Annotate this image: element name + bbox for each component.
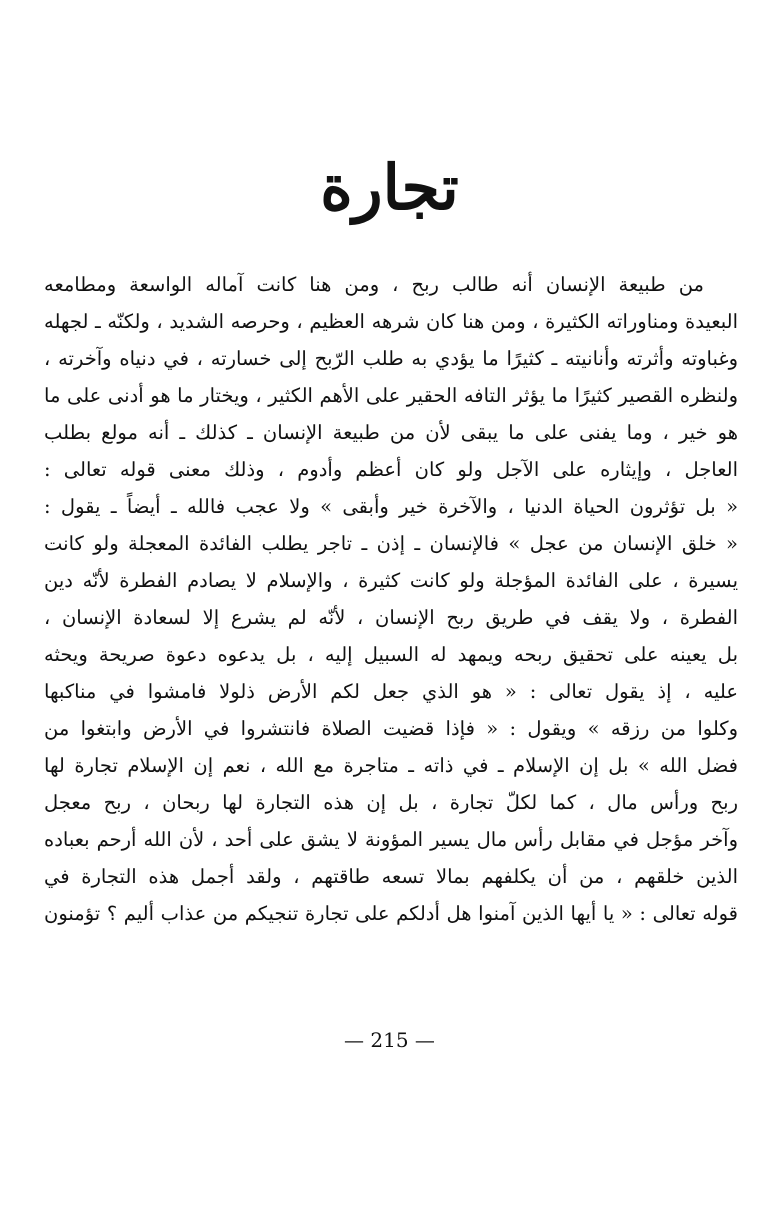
text-line: العاجل ، وإيثاره على الآجل ولو كان أعظم وأدوم ، وذلك معنى قوله تعالى : <box>44 458 738 481</box>
text-line: الفطرة ، ولا يقف في طريق ربح الإنسان ، لأنّه لم يشرع إلا لسعادة الإنسان ، <box>44 606 738 629</box>
text-line: وكلوا من رزقه » ويقول : « فإذا قضيت الصلاة فانتشروا في الأرض وابتغوا من <box>44 717 738 740</box>
text-line: من طبيعة الإنسان أنه طالب ربح ، ومن هنا كانت آماله الواسعة ومطامعه <box>44 273 704 296</box>
text-line: عليه ، إذ يقول تعالى : « هو الذي جعل لكم الأرض ذلولا فامشوا في مناكبها <box>44 680 738 703</box>
text-line: « بل تؤثرون الحياة الدنيا ، والآخرة خير وأبقى » ولا عجب فالله ـ أيضاً ـ يقول : <box>44 495 738 518</box>
text-line: الذين خلقهم ، من أن يكلفهم بمالا تسعه طاقتهم ، ولقد أجمل هذه التجارة في <box>44 865 738 888</box>
text-line: ربح ورأس مال ، كما لكلّ تجارة ، بل إن هذه التجارة لها ربحان ، ربح معجل <box>44 791 738 814</box>
text-line: وآخر مؤجل في مقابل رأس مال يسير المؤونة لا يشق على أحد ، لأن الله أرحم بعباده <box>44 828 738 851</box>
chapter-title: تجارة <box>320 151 459 224</box>
body-text <box>44 266 738 932</box>
text-line: يسيرة ، على الفائدة المؤجلة ولو كانت كثيرة ، والإسلام لا يصادم الفطرة لأنّه دين <box>44 569 738 592</box>
text-line: « خلق الإنسان من عجل » فالإنسان ـ إذن ـ تاجر يطلب الفائدة المعجلة ولو كانت <box>44 532 738 555</box>
text-line: البعيدة ومناوراته الكثيرة ، ومن هنا كان شرهه العظيم ، وحرصه الشديد ، ولكنّه ـ لجهله <box>44 310 738 333</box>
text-line: فضل الله » بل إن الإسلام ـ في ذاته ـ متاجرة مع الله ، نعم إن الإسلام تجارة لها <box>44 754 738 777</box>
text-line: هو خير ، وما يفنى على ما يبقى لأن من طبيعة الإنسان ـ كذلك ـ أنه مولع بطلب <box>44 421 738 444</box>
text-line: بل يعينه على تحقيق ربحه ويمهد له السبيل إليه ، بل يدعوه دعوة صريحة ويحثه <box>44 643 738 666</box>
text-line: قوله تعالى : « يا أيها الذين آمنوا هل أدلكم على تجارة تنجيكم من عذاب أليم ؟ تؤمنون <box>44 902 738 925</box>
page-number: — 215 — <box>344 1028 435 1052</box>
text-line: ولنظره القصير كثيرًا ما يؤثر التافه الحقير على الأهم الكثير ، ويختار ما هو أدنى على ما <box>44 384 738 407</box>
text-line: وغباوته وأثرته وأنانيته ـ كثيرًا ما يؤدي به طلب الرّبح إلى خسارته ، في دنياه وآخرته ، <box>44 347 738 370</box>
